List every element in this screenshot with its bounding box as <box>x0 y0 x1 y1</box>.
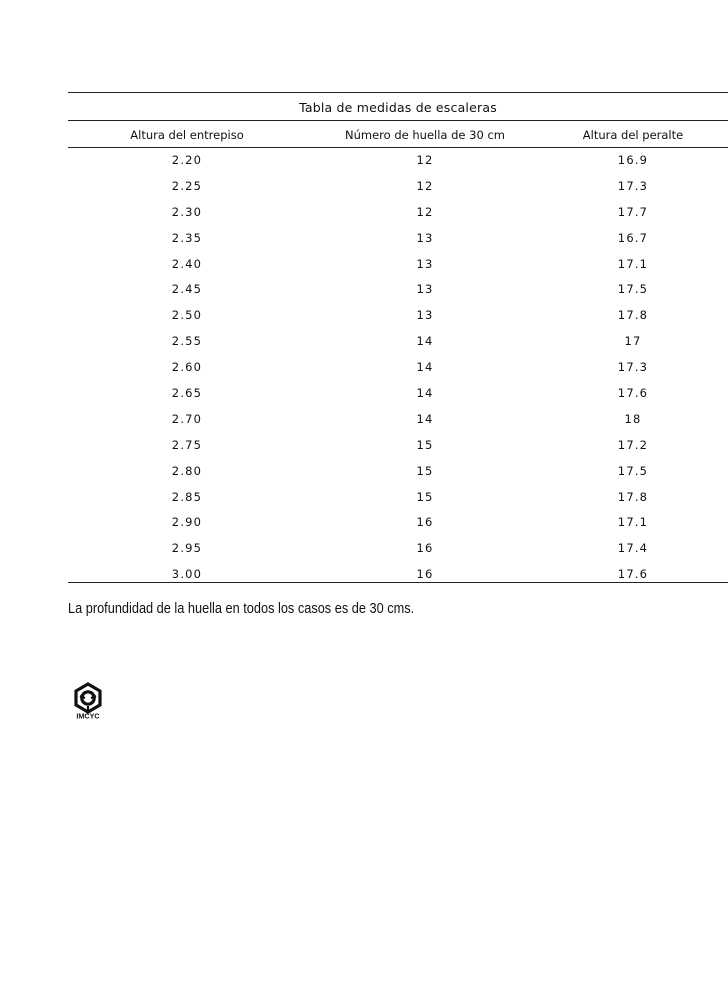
table-row <box>68 381 728 407</box>
table-row <box>68 536 728 562</box>
table-row <box>68 252 728 278</box>
table-row <box>68 329 728 355</box>
cell-altura-entrepiso: 2.55 <box>171 334 203 349</box>
footnote: La profundidad de la huella en todos los casos es de 30 cms. <box>68 601 415 617</box>
cell-altura-entrepiso: 2.65 <box>171 386 203 401</box>
table-row <box>68 485 728 511</box>
cell-altura-entrepiso: 2.40 <box>171 256 203 271</box>
cell-altura-entrepiso: 2.25 <box>171 178 203 193</box>
cell-altura-entrepiso: 2.70 <box>171 411 203 426</box>
cell-altura-entrepiso: 2.20 <box>171 153 203 167</box>
cell-altura-entrepiso: 2.35 <box>171 230 203 245</box>
cell-numero-huella: 16 <box>416 567 434 582</box>
table-row <box>68 510 728 536</box>
table-row <box>68 459 728 485</box>
cell-altura-peralte: 17.5 <box>617 463 649 478</box>
cell-numero-huella: 14 <box>416 386 434 401</box>
cell-numero-huella: 16 <box>416 515 434 530</box>
cell-altura-entrepiso: 2.90 <box>171 515 203 530</box>
cell-numero-huella: 12 <box>416 204 434 219</box>
cell-altura-entrepiso: 2.80 <box>171 463 203 478</box>
cell-altura-peralte: 17.8 <box>617 489 649 504</box>
table-title-rule <box>68 120 728 121</box>
table-row <box>68 562 728 588</box>
cell-altura-entrepiso: 2.50 <box>171 308 203 323</box>
table-row <box>68 407 728 433</box>
cell-altura-peralte: 17.2 <box>617 437 649 452</box>
table-row <box>68 277 728 303</box>
cell-altura-peralte: 17.6 <box>617 386 649 401</box>
cell-altura-peralte: 17 <box>624 334 642 349</box>
cell-altura-peralte: 17.4 <box>617 541 649 556</box>
cell-numero-huella: 13 <box>416 308 434 323</box>
cell-altura-entrepiso: 2.75 <box>171 437 203 452</box>
cell-numero-huella: 13 <box>416 256 434 271</box>
cell-numero-huella: 12 <box>416 153 434 167</box>
cell-altura-entrepiso: 2.30 <box>171 204 203 219</box>
table-body <box>68 148 728 581</box>
cell-numero-huella: 15 <box>416 437 434 452</box>
cell-altura-peralte: 17.8 <box>617 308 649 323</box>
cell-numero-huella: 14 <box>416 360 434 375</box>
table-top-rule <box>68 92 728 93</box>
cell-numero-huella: 13 <box>416 282 434 297</box>
cell-numero-huella: 15 <box>416 463 434 478</box>
cell-numero-huella: 15 <box>416 489 434 504</box>
cell-altura-entrepiso: 2.60 <box>171 360 203 375</box>
cell-altura-entrepiso: 2.95 <box>171 541 203 556</box>
header-numero-huella: Número de huella de 30 cm <box>345 128 505 142</box>
cell-numero-huella: 16 <box>416 541 434 556</box>
table-row <box>68 433 728 459</box>
imcyc-logo-text: IMCYC <box>76 711 100 720</box>
cell-numero-huella: 12 <box>416 178 434 193</box>
cell-altura-peralte: 18 <box>624 411 642 426</box>
table-row <box>68 303 728 329</box>
cell-altura-entrepiso: 2.45 <box>171 282 203 297</box>
cell-altura-peralte: 16.7 <box>617 230 649 245</box>
table-bottom-rule <box>68 582 728 583</box>
cell-numero-huella: 14 <box>416 334 434 349</box>
table-row <box>68 174 728 200</box>
cell-altura-peralte: 16.9 <box>617 153 649 167</box>
header-altura-peralte: Altura del peralte <box>582 128 684 142</box>
cell-altura-peralte: 17.5 <box>617 282 649 297</box>
cell-altura-peralte: 17.1 <box>617 515 649 530</box>
imcyc-logo-icon <box>68 680 108 720</box>
table-row <box>68 148 728 174</box>
cell-numero-huella: 14 <box>416 411 434 426</box>
cell-altura-peralte: 17.7 <box>617 204 649 219</box>
table-header <box>68 124 728 146</box>
cell-altura-peralte: 17.6 <box>617 567 649 582</box>
cell-numero-huella: 13 <box>416 230 434 245</box>
table-row <box>68 226 728 252</box>
header-altura-entrepiso: Altura del entrepiso <box>130 128 244 142</box>
cell-altura-peralte: 17.3 <box>617 360 649 375</box>
table-row <box>68 355 728 381</box>
cell-altura-peralte: 17.3 <box>617 178 649 193</box>
cell-altura-peralte: 17.1 <box>617 256 649 271</box>
cell-altura-entrepiso: 2.85 <box>171 489 203 504</box>
cell-altura-entrepiso: 3.00 <box>171 567 203 582</box>
table-row <box>68 200 728 226</box>
table-title: Tabla de medidas de escaleras <box>299 100 497 115</box>
